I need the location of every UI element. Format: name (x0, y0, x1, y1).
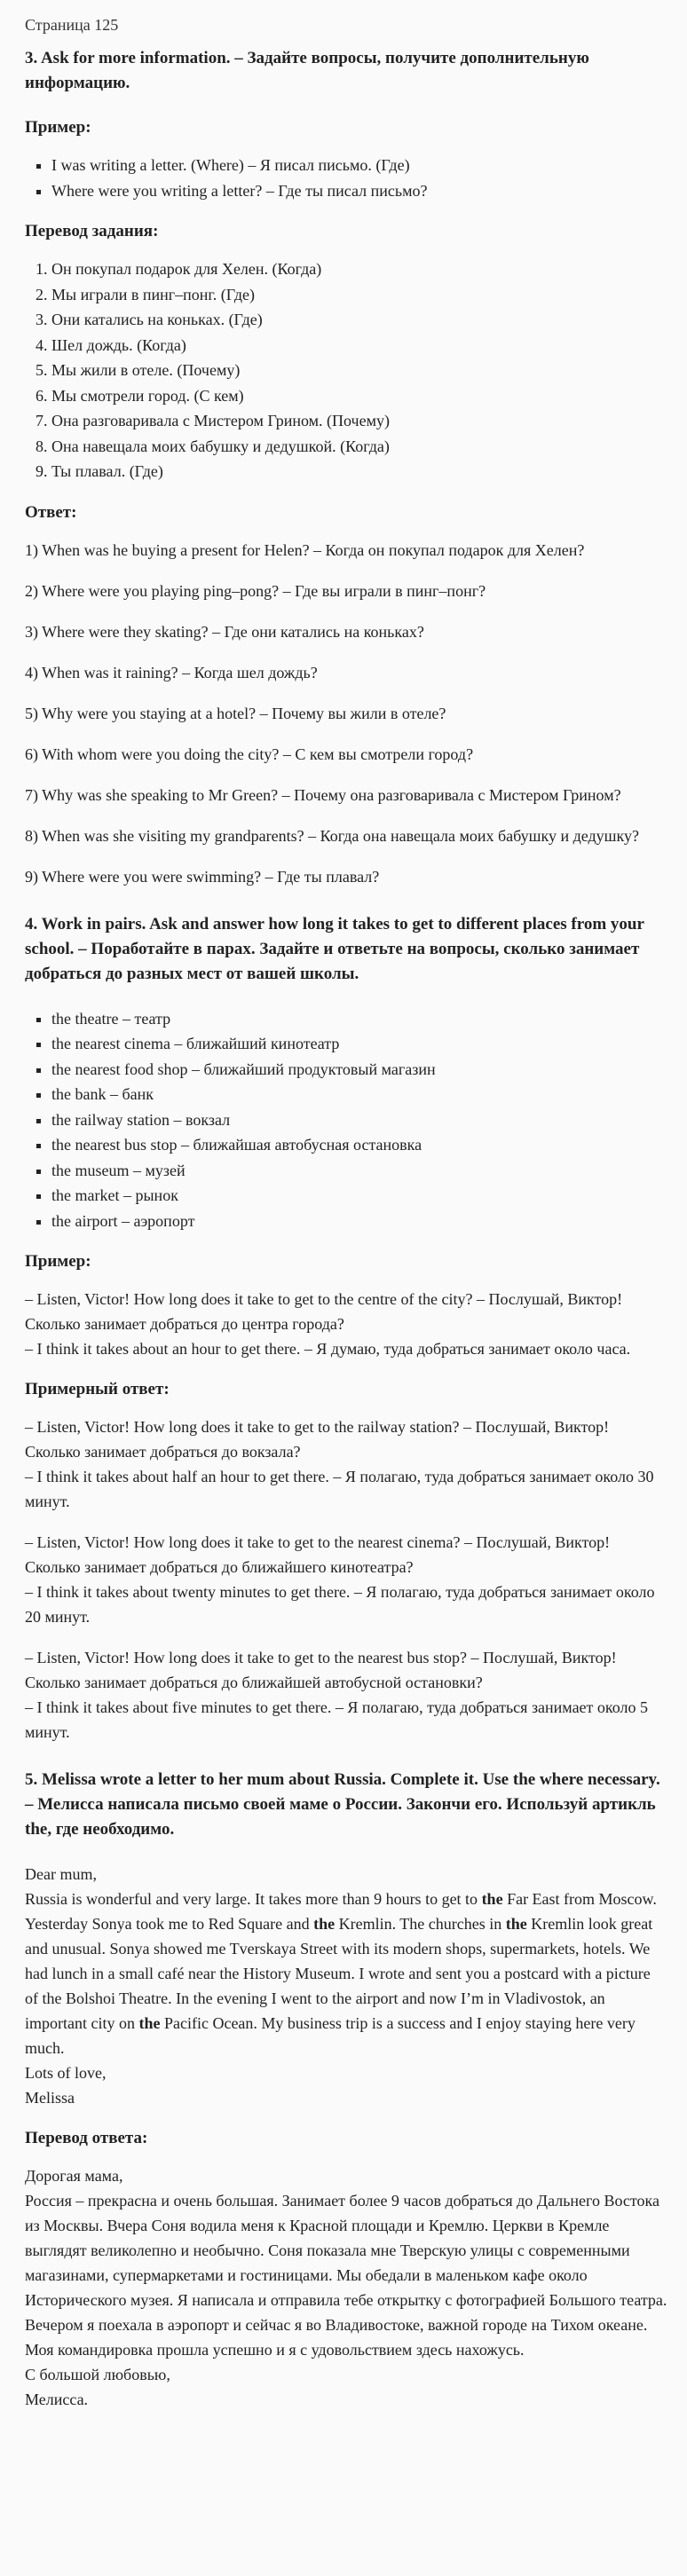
list-item: ▪ Where were you writing a letter? – Где ты писал письмо? (51, 178, 667, 204)
list-item: ▪ the railway station – вокзал (51, 1107, 667, 1133)
list-item: ▪ the market – рынок (51, 1183, 667, 1209)
list-item: 3. Они катались на коньках. (Где) (51, 307, 667, 333)
sample-dialog (25, 1414, 667, 1514)
page-number: Страница 125 (25, 16, 119, 34)
letter-text-part: Far East from Moscow. Yesterday Sonya took me to Red Square and (25, 1890, 657, 1933)
dialog-line: – Listen, Victor! How long does it take to get to the nearest cinema? – Послушай, Виктор! Сколько занимает добраться до ближайшего кинотеатра? (25, 1533, 611, 1576)
task-5-title: 5. Melissa wrote a letter to her mum about Russia. Complete it. Use the where necessary. – Мелисса написала письмо своей маме о России. Закончи его. Используй артикль the, где необходимо. (25, 1770, 660, 1839)
task-3-title: 3. Ask for more information. – Задайте вопросы, получите дополнительную информацию. (25, 49, 589, 92)
list-item: 5. Мы жили в отеле. (Почему) (51, 358, 667, 383)
list-item: ▪ the nearest cinema – ближайший кинотеатр (51, 1031, 667, 1057)
letter-english (25, 1862, 667, 2110)
list-item: ▪ I was writing a letter. (Where) – Я писал письмо. (Где) (51, 153, 667, 178)
list-item: ▪ the nearest bus stop – ближайшая автобусная остановка (51, 1132, 667, 1158)
answer-line: 2) Where were you playing ping–pong? – Где вы играли в пинг–понг? (25, 581, 486, 600)
list-item: 6. Мы смотрели город. (С кем) (51, 383, 667, 409)
article-the: the (313, 1915, 336, 1933)
letter-body: Россия – прекрасна и очень большая. Занимает более 9 часов добраться до Дальнего Востока из Москвы. Вчера Соня водила меня к Красной площади и Кремлю. Церкви в Кремле выглядят великолепно и необычно. Соня показала мне Тверскую улицы с современными магазинами, супермаркетами и гостиницами. Мы обедали в маленьком кафе около Исторического музея. Я написала и отправила тебе открытку с фотографией Большого театра. Вечером я поехала в аэропорт и сейчас я во Владивостоке, важной городе на Тихом океане. Моя командировка прошла успешно и я с удовольствием здесь нахожусь. (25, 2192, 667, 2359)
dialog-line: – Listen, Victor! How long does it take to get to the nearest bus stop? – Послушай, Виктор! Сколько занимает добраться до ближайшей автобусной остановки? (25, 1649, 617, 1691)
letter-text-part: Kremlin look great and unusual. Sonya showed me Tverskaya Street with its modern shops, supermarkets, hotels. We had lunch in a small café near the History Museum. I wrote and sent you a postcard with a picture of the Bolshoi Theatre. In the evening I went to the airport and now I’m in Vladivostok, an important city on (25, 1915, 653, 2032)
dialog-line: – I think it takes about an hour to get there. – Я думаю, туда добраться занимает около часа. (25, 1340, 631, 1358)
list-item: ▪ the nearest food shop – ближайший продуктовый магазин (51, 1057, 667, 1083)
answer-line: 1) When was he buying a present for Helen? – Когда он покупал подарок для Хелен? (25, 540, 585, 559)
dialog-line: – I think it takes about twenty minutes to get there. – Я полагаю, туда добраться занимает около 20 минут. (25, 1583, 655, 1626)
answer-line: 4) When was it raining? – Когда шел дождь? (25, 663, 318, 681)
task-3-translation-label: Перевод задания: (25, 222, 159, 240)
letter-text-part: Kremlin. The churches in (335, 1915, 506, 1933)
letter-greeting: Dear mum, (25, 1865, 97, 1883)
task-4-places-list (25, 1006, 667, 1234)
list-item: 9. Ты плавал. (Где) (51, 459, 667, 484)
letter-signature: Melissa (25, 2089, 75, 2107)
answer-line: 7) Why was she speaking to Mr Green? – Почему она разговаривала с Мистером Грином? (25, 785, 621, 804)
article-the: the (138, 2014, 161, 2032)
letter-body (25, 1887, 667, 2060)
sample-dialog (25, 1530, 667, 1629)
sample-dialog (25, 1645, 667, 1745)
task-4-sample-label: Примерный ответ: (25, 1380, 170, 1398)
list-item: ▪ the museum – музей (51, 1158, 667, 1184)
task-3-example-label: Пример: (25, 118, 91, 137)
task-3-example-list (25, 153, 667, 203)
list-item: ▪ the theatre – театр (51, 1006, 667, 1032)
letter-text-part: Russia is wonderful and very large. It takes more than 9 hours to get to (25, 1890, 482, 1908)
dialog-line: – I think it takes about half an hour to get there. – Я полагаю, туда добраться занимает около 30 минут. (25, 1468, 654, 1510)
task-4-title: 4. Work in pairs. Ask and answer how long it takes to get to different places from your school. – Поработайте в парах. Задайте и ответьте на вопросы, сколько занимает добраться до разных мест от вашей школы. (25, 914, 644, 983)
list-item: ▪ the bank – банк (51, 1082, 667, 1107)
letter-signature: Мелисса. (25, 2391, 89, 2408)
list-item: 4. Шел дождь. (Когда) (51, 333, 667, 358)
list-item: 2. Мы играли в пинг–понг. (Где) (51, 282, 667, 308)
dialog-line: – Listen, Victor! How long does it take to get to the railway station? – Послушай, Виктор! Сколько занимает добраться до вокзала? (25, 1418, 610, 1461)
list-item: 8. Она навещала моих бабушку и дедушкой. (Когда) (51, 434, 667, 460)
list-item: ▪ the airport – аэропорт (51, 1209, 667, 1234)
dialog-line: – Listen, Victor! How long does it take to get to the centre of the city? – Послушай, Виктор! Сколько занимает добраться до центра города? (25, 1290, 623, 1333)
letter-closing: Lots of love, (25, 2064, 107, 2082)
answer-line: 5) Why were you staying at a hotel? – Почему вы жили в отеле? (25, 704, 446, 722)
list-item: 7. Она разговаривала с Мистером Грином. (Почему) (51, 408, 667, 434)
article-the: the (481, 1890, 503, 1908)
list-item: 1. Он покупал подарок для Хелен. (Когда) (51, 256, 667, 282)
example-dialog (25, 1287, 667, 1361)
task-5-translation-label: Перевод ответа: (25, 2129, 148, 2147)
task-3-translation-list (25, 256, 667, 484)
letter-greeting: Дорогая мама, (25, 2167, 123, 2185)
article-the: the (505, 1915, 527, 1933)
letter-text-part: Pacific Ocean. My business trip is a success and I enjoy staying here very much. (25, 2014, 636, 2057)
answer-line: 6) With whom were you doing the city? – С кем вы смотрели город? (25, 744, 474, 763)
answer-line: 3) Where were they skating? – Где они катались на коньках? (25, 622, 424, 641)
task-4-example-label: Пример: (25, 1252, 91, 1271)
answer-line: 9) Where were you were swimming? – Где ты плавал? (25, 867, 380, 886)
letter-closing: С большой любовью, (25, 2366, 170, 2383)
dialog-line: – I think it takes about five minutes to get there. – Я полагаю, туда добраться занимает около 5 минут. (25, 1698, 648, 1741)
task-3-answer-label: Ответ: (25, 502, 77, 522)
answer-line: 8) When was she visiting my grandparents? – Когда она навещала моих бабушку и дедушку? (25, 826, 639, 845)
letter-russian (25, 2163, 667, 2412)
